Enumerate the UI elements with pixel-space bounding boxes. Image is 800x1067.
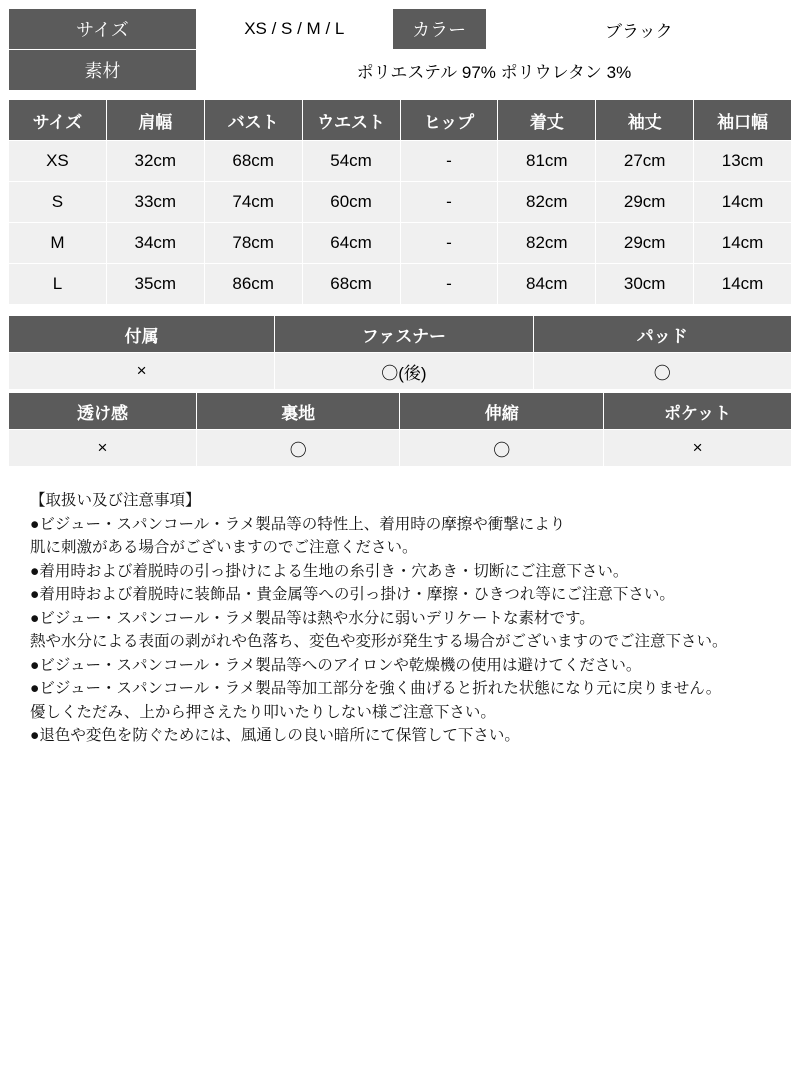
attr-value-stretch: 〇 [400, 430, 604, 467]
cell-length: 84cm [498, 264, 596, 305]
cell-size: S [9, 182, 107, 223]
attribute-table-fabric [8, 392, 792, 467]
attr-value-fastener: 〇(後) [275, 353, 533, 390]
table-row [9, 50, 792, 91]
attr-header-pocket: ポケット [604, 393, 792, 430]
col-header-length: 着丈 [498, 100, 596, 141]
cell-waist: 54cm [302, 141, 400, 182]
table-header-row [9, 100, 792, 141]
attr-header-lining: 裏地 [196, 393, 400, 430]
table-row [9, 264, 792, 305]
cell-bust: 86cm [204, 264, 302, 305]
notes-line: ●ビジュー・スパンコール・ラメ製品等の特性上、着用時の摩擦や衝撃により [30, 515, 566, 533]
spec-label-material: 素材 [9, 50, 197, 91]
cell-shoulder: 35cm [106, 264, 204, 305]
table-row [9, 141, 792, 182]
notes-line: 肌に刺激がある場合がございますのでご注意ください。 [30, 539, 418, 557]
notes-line: ●ビジュー・スパンコール・ラメ製品等加工部分を強く曲げると折れた状態になり元に戻りません。 [30, 680, 722, 698]
cell-cuff-width: 14cm [694, 264, 792, 305]
attr-header-fastener: ファスナー [275, 316, 533, 353]
table-row [9, 182, 792, 223]
notes-line: ●ビジュー・スパンコール・ラメ製品等へのアイロンや乾燥機の使用は避けてください。 [30, 656, 642, 674]
col-header-size: サイズ [9, 100, 107, 141]
cell-hip: - [400, 141, 498, 182]
handling-notes [8, 489, 792, 748]
cell-bust: 78cm [204, 223, 302, 264]
attr-value-accessory: × [9, 353, 275, 390]
spec-value-size: XS / S / M / L [196, 9, 392, 50]
col-header-bust: バスト [204, 100, 302, 141]
col-header-sleeve-length: 袖丈 [596, 100, 694, 141]
cell-waist: 60cm [302, 182, 400, 223]
table-row [9, 353, 792, 390]
attr-value-lining: 〇 [196, 430, 400, 467]
table-row [9, 223, 792, 264]
cell-sleeve-length: 27cm [596, 141, 694, 182]
cell-bust: 68cm [204, 141, 302, 182]
cell-shoulder: 34cm [106, 223, 204, 264]
spec-value-color: ブラック [486, 9, 791, 50]
notes-line: 熱や水分による表面の剥がれや色落ち、変色や変形が発生する場合がございますのでご注意下さい。 [30, 633, 728, 651]
size-measurement-table [8, 99, 792, 305]
cell-cuff-width: 14cm [694, 223, 792, 264]
notes-line: ●着用時および着脱時に装飾品・貴金属等への引っ掛け・摩擦・ひきつれ等にご注意下さい。 [30, 586, 675, 604]
cell-waist: 68cm [302, 264, 400, 305]
attr-header-sheerness: 透け感 [9, 393, 197, 430]
table-header-row [9, 393, 792, 430]
cell-sleeve-length: 29cm [596, 223, 694, 264]
attr-header-accessory: 付属 [9, 316, 275, 353]
cell-size: XS [9, 141, 107, 182]
cell-shoulder: 33cm [106, 182, 204, 223]
cell-sleeve-length: 29cm [596, 182, 694, 223]
attr-header-stretch: 伸縮 [400, 393, 604, 430]
cell-shoulder: 32cm [106, 141, 204, 182]
spec-label-size: サイズ [9, 9, 197, 50]
cell-size: L [9, 264, 107, 305]
col-header-shoulder: 肩幅 [106, 100, 204, 141]
cell-length: 82cm [498, 182, 596, 223]
cell-waist: 64cm [302, 223, 400, 264]
cell-length: 82cm [498, 223, 596, 264]
notes-line: 優しくただみ、上から押さえたり叩いたりしない様ご注意下さい。 [30, 703, 496, 721]
cell-length: 81cm [498, 141, 596, 182]
col-header-cuff-width: 袖口幅 [694, 100, 792, 141]
cell-hip: - [400, 223, 498, 264]
notes-line: 【取扱い及び注意事項】 [30, 492, 201, 509]
cell-hip: - [400, 182, 498, 223]
cell-cuff-width: 14cm [694, 182, 792, 223]
table-row [9, 430, 792, 467]
spec-label-color: カラー [392, 9, 486, 50]
attr-value-pad: 〇 [533, 353, 791, 390]
spec-value-material: ポリエステル 97% ポリウレタン 3% [196, 50, 791, 91]
attr-header-pad: パッド [533, 316, 791, 353]
col-header-waist: ウエスト [302, 100, 400, 141]
attr-value-pocket: × [604, 430, 792, 467]
col-header-hip: ヒップ [400, 100, 498, 141]
attribute-table-accessory [8, 315, 792, 390]
notes-line: ●退色や変色を防ぐためには、風通しの良い暗所にて保管して下さい。 [30, 727, 520, 745]
cell-bust: 74cm [204, 182, 302, 223]
table-header-row [9, 316, 792, 353]
spec-summary-table [8, 8, 792, 91]
cell-hip: - [400, 264, 498, 305]
cell-sleeve-length: 30cm [596, 264, 694, 305]
cell-size: M [9, 223, 107, 264]
attr-value-sheerness: × [9, 430, 197, 467]
notes-line: ●ビジュー・スパンコール・ラメ製品等は熱や水分に弱いデリケートな素材です。 [30, 609, 595, 627]
cell-cuff-width: 13cm [694, 141, 792, 182]
table-row [9, 9, 792, 50]
notes-line: ●着用時および着脱時の引っ掛けによる生地の糸引き・穴あき・切断にご注意下さい。 [30, 562, 629, 580]
